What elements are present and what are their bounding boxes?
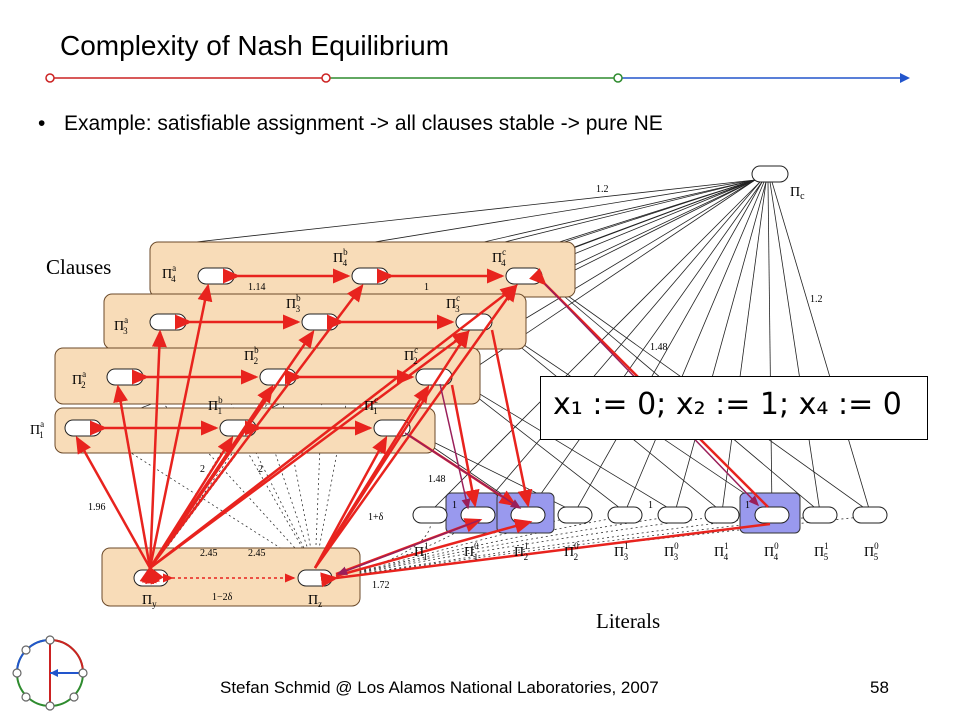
bullet-label: Example: satisfiable assignment -> all clauses stable -> pure NE [64, 112, 663, 135]
literal-label-6: $\Pi^0$ 3 [664, 541, 679, 562]
weight-label: 1 [424, 282, 429, 293]
footer-text: Stefan Schmid @ Los Alamos National Laboratories, 2007 [220, 678, 659, 697]
clause-2b-label: $\Pi^b$ 2 [244, 345, 259, 366]
pi-z-node [298, 570, 332, 586]
weight-label: 1.14 [248, 282, 266, 293]
pi-y-label: $\Pi_y$ [142, 593, 157, 609]
clause-4c-label: $\Pi^c$ 4 [492, 247, 507, 268]
literals-label: Literals [596, 609, 661, 633]
literal-label-1: $\Pi^1$ 1 [414, 541, 429, 562]
clause-2c-label: $\Pi^c$ 2 [404, 345, 419, 366]
literal-label-9: $\Pi^1$ 5 [814, 541, 829, 562]
clause-1c-label: $\Pi^c$ 1 [364, 395, 379, 416]
assignment-text: x₁ := 0; x₂ := 1; x₄ := 0 [553, 387, 902, 422]
literal-label-2: $\Pi^0$ 1 [464, 541, 479, 562]
clause-1a-label: $\Pi^a$ 1 [30, 419, 45, 440]
pi-c-node [752, 166, 788, 182]
weight-label: 2.45 [200, 548, 218, 559]
literal-label-3: $\Pi^1$ 2 [514, 541, 529, 562]
weight-label: 2 [258, 464, 263, 475]
clause-3b-label: $\Pi^b$ 3 [286, 293, 301, 314]
clause-4a-label: $\Pi^a$ 4 [162, 263, 177, 284]
clause-3a-label: $\Pi^a$ 3 [114, 315, 129, 336]
literal-label-4: $\Pi^0$ 2 [564, 541, 579, 562]
weight-label: 1.48 [650, 342, 668, 353]
literal-label-8: $\Pi^0$ 4 [764, 541, 779, 562]
weight-label: 1 [648, 500, 653, 511]
literal-label-10: $\Pi^0$ 5 [864, 541, 879, 562]
logo-icon [13, 636, 87, 710]
clause-1b-label: $\Pi^b$ 1 [208, 395, 223, 416]
weight-label: 1.2 [810, 294, 823, 305]
literal-label-5: $\Pi^1$ 3 [614, 541, 629, 562]
pi-c-label: $\Pi_c$ [790, 185, 805, 202]
clause-2a-label: $\Pi^a$ 2 [72, 369, 87, 390]
clause-3c-label: $\Pi^c$ 3 [446, 293, 461, 314]
clause-4b-label: $\Pi^b$ 4 [333, 247, 348, 268]
weight-label: 1 [452, 500, 457, 511]
assignment-box [540, 376, 928, 440]
clauses-label: Clauses [46, 255, 112, 279]
page-number: 58 [870, 678, 889, 697]
bullet-dot: • [38, 112, 46, 135]
weight-label: 1.72 [372, 580, 390, 591]
weight-label: 2 [200, 464, 205, 475]
page-title: Complexity of Nash Equilibrium [60, 30, 450, 61]
weight-label: 2.45 [248, 548, 266, 559]
literal-label-7: $\Pi^1$ 4 [714, 541, 729, 562]
weight-label: 1+δ [368, 512, 384, 523]
weight-label: 1−2δ [212, 592, 233, 603]
title-underline [46, 73, 910, 83]
pi-z-label: $\Pi_z$ [308, 593, 323, 609]
pi-y-node [134, 570, 168, 586]
weight-label: 1 [745, 500, 750, 511]
weight-label: 1.96 [88, 502, 106, 513]
weight-label: 1.2 [596, 184, 609, 195]
weight-label: 1.48 [428, 474, 446, 485]
